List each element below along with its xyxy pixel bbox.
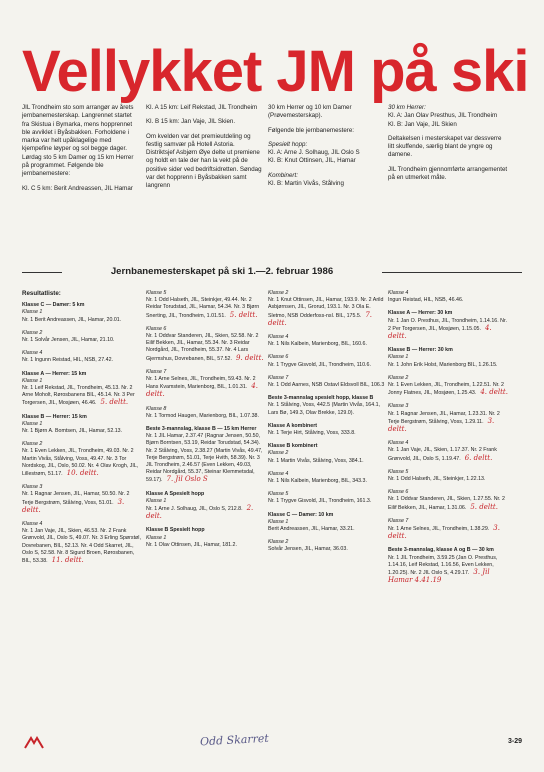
class-heading: Klasse B kombinert [268,443,318,450]
class-heading: Klasse A — Herrer: 15 km [22,370,87,377]
result-text: Nr. 1 Trygve Gisvold, JIL, Trondheim, 161.3. [268,498,372,505]
result-text: Nr. 1 Oddvar Standeren, JIL, Skien, 1.27.55. Nr. 2 Eilif Bekken, JIL, Hamar, 1.31.06. [388,496,505,511]
result-text: Berit Andreassen, JIL, Hamar, 33.21. [268,526,355,533]
subclass-label: Klasse 7 [146,368,167,375]
handwritten-note: 5. deltt. [229,310,258,319]
result-text: Nr. 1 Tormod Haugen, Marienborg, BIL, 1.07.38. [146,412,259,419]
class-heading: Klasse B — Herrer: 15 km [22,413,87,420]
intro-paragraph: Kl. B: Knut Ottinsen, JIL, Hamar [268,157,356,165]
result-text: Nr. 1 Solvår Jensen, JIL, Hamar, 21.10. [22,337,115,344]
result-block [388,440,510,463]
intro-paragraph: Kombinert: [268,171,298,179]
subclass-label: Klasse 5 [268,491,289,498]
result-block [22,371,142,408]
result-text: Solvår Jensen, JIL, Hamar, 36.03. [268,546,348,553]
result-text: Nr. 1 Trygve Gisvold, JIL, Trondheim, 110.6. [268,361,371,368]
handwritten-note: 10. deltt. [66,469,99,478]
result-block [22,330,142,344]
handwritten-note: 11. deltt. [51,556,84,565]
class-heading: Klasse A Spesielt hopp [146,490,205,497]
subclass-label: Klasse 6 [268,354,289,361]
result-text: Nr. 1 Arne J. Solhaug, JIL, Oslo S, 212.8. [146,506,243,513]
headline: Vellykket JM på ski [22,39,529,104]
result-block [22,441,142,478]
subclass-label: Klasse 1 [22,420,43,427]
result-text: Ingun Reistad, HIL, NSB, 46.46. [388,297,464,304]
result-text: Nr. 1 Stålving, Voss, 442.5 (Martin Vivås, 164.1, Lars Bø, 149.3, Olav Brekke, 129.0). [268,402,381,416]
result-block [268,334,388,348]
result-block [22,414,142,436]
class-heading: Beste 3-mannslag, klasse B — 15 km Herrer [146,426,257,433]
subclass-label: Klasse 4 [388,290,409,296]
result-block [388,310,510,341]
result-text: Nr. 1 Ingunn Reistad, HIL, NSB, 27.42. [22,357,113,364]
subclass-label: Klasse 8 [146,405,167,412]
handwritten-note: 3. deltt. [388,416,495,434]
subclass-label: Klasse 2 [22,441,43,448]
results-column-4 [388,290,510,592]
class-heading: Klasse A — Herrer: 30 km [388,310,453,317]
result-text: Nr. 1 Ragnar Jensen, JIL, Hamar, 50.50. Nr. 2 Terje Bergstrøm, Stålving, Voss, 51.01. [22,491,130,506]
result-text: Nr. 1 Arne Selnes, JIL, Trondheim, 59.43. Nr. 2 Hans Kvamstein, Marienborg, BIL, 1.01.31. [146,376,256,391]
subclass-label: Klasse 1 [146,534,167,541]
result-text: Nr. 1 Martin Vivås, Stålving, Voss, 384.1. [268,457,364,464]
result-block [268,395,388,417]
intro-column-4 [388,104,508,188]
result-block [146,527,266,549]
intro-column-3 [268,104,382,194]
subclass-label: Klasse 2 [268,539,289,546]
result-block [22,484,142,515]
result-block [388,347,510,369]
result-text: Nr. 1 Leif Rekstad, JIL, Trondheim, 45.13. Nr. 2 Arne Moholt, Rørosbanens BIL, 45.14. Nr. 3 Per Torgersen, JIL, Mosjøen, 46.46. [22,385,135,407]
result-text: Nr. 1 Berit Andreassen, JIL, Hamar, 20.01. [22,316,122,323]
intro-paragraph: JIL Trondheim sto som arrangør av årets jernbanemesterskap. Langrennet startet fra Skistua i Bymarka, mens hopprennet ble avviklet i Byåsbakken. Forholdene i marka var helt upåklagelige med kjempefine løyper og sol begge dager. Lørdag sto 5 km Damer og 15 km Herrer på programmet. Følgende ble jernbanemestere: [22,104,134,178]
subclass-label: Klasse 1 [22,377,43,384]
result-block [388,403,510,434]
subclass-label: Klasse 1 [268,518,289,525]
result-block [268,539,388,553]
subclass-label: Klasse 4 [22,350,43,357]
result-block [388,518,510,542]
result-block [146,326,266,363]
result-text: Nr. 1 Nils Kalbein, Marienborg, BIL, 160.6. [268,341,367,348]
subclass-label: Klasse 4 [22,521,43,528]
result-text: Nr. 1 Jan O. Presthus, JIL, Trondheim, 1.14.16. Nr. 2 Per Torgersen, JIL, Mosjøen, 1.15.05. [388,317,507,332]
subclass-label: Klasse 2 [268,290,289,296]
result-block [146,369,266,400]
class-heading: Klasse C — Damer: 10 km [268,511,334,518]
result-block [268,512,388,534]
results-heading: Resultatliste: [22,290,61,297]
handwritten-note: 3. deltt. [388,524,500,541]
intro-paragraph: Kl. A: Jan Olav Presthus, JIL Trondheim [388,112,498,120]
intro-paragraph: 30 km Herrer og 10 km Damer (Prøvemesterskap). [268,104,352,120]
subclass-label: Klasse 2 [22,329,43,336]
result-text: Nr. 1 Nils Kalbein, Marienborg, BIL, 343.3. [268,478,367,485]
result-text: Nr. 1 Terje Hirt, Stålving, Voss, 333.8. [268,430,356,437]
intro-paragraph: Kl. A: Arne J. Solhaug, JIL Oslo S [268,149,360,157]
handwritten-note: 3. deltt. [22,497,125,514]
page-number: 3-29 [508,738,523,745]
handwritten-note: 3. Jil Hamar 4.41.19 [388,568,490,585]
intro-paragraph: Spesielt hopp: [268,140,308,148]
result-text: Nr. 1 Oddvar Standeren, JIL, Skien, 52.58. Nr. 2 Eilif Bekken, JIL, Hamar, 55.34. Nr. 3 Reidar Nordgård, JIL, Trondheim, 55.37. Nr. 4 Lars Gjermshus, Dovrebanen, BIL, 57.52. [146,333,259,362]
intro-paragraph: 30 km Herrer: [388,104,426,111]
subclass-label: Klasse 1 [146,497,167,504]
result-block [146,491,266,522]
handwritten-note: 7. deltt. [268,310,373,327]
results-banner: Jernbanemesterskapet på ski 1.—2. februar 1986 [62,266,382,278]
result-text: Nr. 1 Jan Vaje, JIL, Skien, 46.53. Nr. 2 Frank Grønvold, JIL, Oslo S, 49.07. Nr. 3 Erling Spørstøl, Dovrebanen, BIL, 52.13. Nr. 4 Odd Skarret, JIL, Oslo S, 52.58. Nr. 8 Sigurd Broen, Rørosbanen, BIL, 53.38. [22,528,141,565]
result-text: Nr. 1 Arne Selnes, JIL, Trondheim, 1.38.29. [388,526,490,533]
result-block [22,521,142,565]
intro-paragraph: Følgende ble jernbanemestere: [268,126,354,134]
subclass-label: Klasse 3 [388,403,409,410]
result-text: Nr. 1 Even Lekken, JIL, Trondheim, 49.03. Nr. 2 Martin Vivås, Stålving, Voss, 49.47. Nr. 3 Tor Nordskog, JIL, Oslo, 50.02. Nr. 4 Olav Krogh, JIL, Lillestrøm, 51.17. [22,448,139,478]
result-block [388,375,510,398]
results-column-2 [146,290,266,555]
result-block [22,302,142,324]
result-block [268,375,388,389]
handwritten-note: 7. Jil Oslo S [166,475,208,484]
intro-paragraph: Kl. A 15 km: Leif Rekstad, JIL Trondheim [146,104,258,111]
subclass-label: Klasse 1 [388,354,409,361]
intro-paragraph: Kl. B 15 km: Jan Vaje, JIL Skien. [146,118,236,126]
subclass-label: Klasse 7 [268,374,289,381]
nsb-logo-icon [24,736,44,750]
class-heading: Klasse C — Damer: 5 km [22,302,85,309]
result-block [268,423,388,437]
result-text: Nr. 1 Odd Halseth, JIL, Steinkjer, 1.22.13. [388,476,486,483]
subclass-label: Klasse 4 [268,470,289,477]
result-block [146,290,266,320]
intro-paragraph: Kl. C 5 km: Berit Andreassen, JIL Hamar [22,184,133,192]
result-text: Nr. 1 Ragnar Jensen, JIL, Hamar, 1.23.31. Nr. 2 Terje Bergstrøm, Stålving, Voss, 1.29.11. [388,410,500,425]
subclass-label: Klasse 2 [268,450,289,457]
handwritten-note: 4. deltt. [388,323,492,341]
result-text: Nr. 1 Olav Ottinsen, JIL, Hamar, 181.2. [146,541,237,548]
handwritten-note: 9. deltt. [235,353,264,362]
result-text: Nr. 1 Odd Halseth, JIL, Steinkjer, 49.44. Nr. 2 Reidar Torudstad, JIL, Hamar, 54.34. Nr. 3 Bjørn Snerting, JIL, Trondheim, 1.01.51. [146,297,260,319]
class-heading: Klasse B — Herrer: 30 km [388,347,453,354]
intro-column-1 [22,104,140,199]
result-block [388,290,510,304]
result-block [268,491,388,505]
subclass-label: Klasse 4 [388,440,409,447]
result-block [268,354,388,368]
handwritten-note: 5. deltt. [100,398,129,407]
class-heading: Klasse B Spesielt hopp [146,527,205,534]
subclass-label: Klasse 5 [146,290,167,296]
result-block [388,469,510,483]
intro-paragraph: Om kvelden var det premieutdeling og festlig samvær på Hotell Astoria. Distriktsjef Asbjørn Øye delte ut premiene og holdt en tale der han la vekt på de positive sider ved bedriftsidretten. Søndag var det hopprenn i Byåsbakken samt langrenn [146,132,262,190]
result-block [268,471,388,485]
result-text: Nr. 1 Jan Vaje, JIL, Skien, 1.17.37. Nr. 2 Frank Grønvold, JIL, Oslo S, 1.19.47. [388,447,497,462]
handwritten-note: 5. deltt. [470,502,498,511]
subclass-label: Klasse 2 [388,374,409,381]
result-text: Nr. 1 John Erik Holst, Marienborg BIL, 1.26.15. [388,361,498,368]
intro-column-2 [146,104,262,197]
intro-paragraph: Deltakelsen i mesterskapet var dessverre litt skuffende, særlig blant de yngre og damene. [388,134,502,159]
class-heading: Beste 3-mannslag, klasse A og B — 30 km [388,547,494,554]
results-column-1 [22,290,142,571]
result-block [388,489,510,512]
result-block [22,350,142,364]
handwritten-signature: Odd Skarret [199,731,270,749]
handwritten-note: 2. delt. [146,504,254,521]
intro-paragraph: Kl. B: Jan Vaje, JIL Skien [388,120,457,128]
subclass-label: Klasse 5 [388,468,409,475]
result-block [268,443,388,465]
result-text: Nr. 1 Bjørn A. Bomtsen, JIL, Hamar, 52.13. [22,428,123,435]
class-heading: Beste 3-mannslag spesielt hopp, klasse B [268,395,374,402]
result-text: Nr. 1 JIL Hamar, 2.37.47 (Ragnar Jensen, 50.50, Bjørn Borntsen, 53.19, Reidar Torudstad, 54.34). Nr. 2 Stålving, Voss, 2.38.27 (Martin Vivås, 49.47, Terje Bergstrøm, 51.01, Terje Hvith, 58.39). Nr. 3 JIL Trondheim, 2.46.57 (Even Lekken, 49.03, Reidar Nordgård, 55.37, Steinar Klemmetsdal, 59.17). [146,433,263,484]
handwritten-note: 4. deltt. [480,388,508,397]
subclass-label: Klasse 4 [268,334,289,341]
result-text: Nr. 1 Knut Ottinsen, JIL, Hamar, 193.9. Nr. 2 Arild Asbjørnsen, JIL, Grorud, 193.1. Nr. 3 Ola E. Sletmo, NSB Odderfoss-nsl. BIL, 175.5. [268,297,384,319]
subclass-label: Klasse 7 [388,517,409,524]
handwritten-note: 6. deltt. [464,453,493,462]
result-block [146,406,266,420]
subclass-label: Klasse 6 [388,489,409,496]
result-text: Nr. 1 Even Lekken, JIL, Trondheim, 1.22.51. Nr. 2 Jonny Flatnes, JIL, Mosjøen, 1.25.43. [388,382,505,397]
subclass-label: Klasse 3 [22,484,43,491]
result-text: Nr. 1 JIL Trondheim, 3.59.25 (Jan O. Presthus, 1.14.16, Leif Rekstad, 1.16.56, Even Lekken, 1.20.25). Nr. 2 JIL Oslo S, 4.29.17. [388,554,498,577]
result-block [388,547,510,585]
result-block [146,426,266,485]
result-text: Nr. 1 Odd Aarnes, NSB Ostavl Eldsvoll BIL, 106.3 [268,382,385,389]
subclass-label: Klasse 1 [22,309,43,316]
results-column-3 [268,290,388,560]
intro-paragraph: Kl. B: Martin Vivås, Stålving [268,180,344,188]
intro-paragraph: JIL Trondheim gjennomførte arrangementet på en utmerket måte. [388,165,508,182]
handwritten-note: 4. deltt. [146,382,258,399]
result-block [268,290,388,328]
class-heading: Klasse A kombinert [268,422,318,429]
subclass-label: Klasse 6 [146,325,167,332]
